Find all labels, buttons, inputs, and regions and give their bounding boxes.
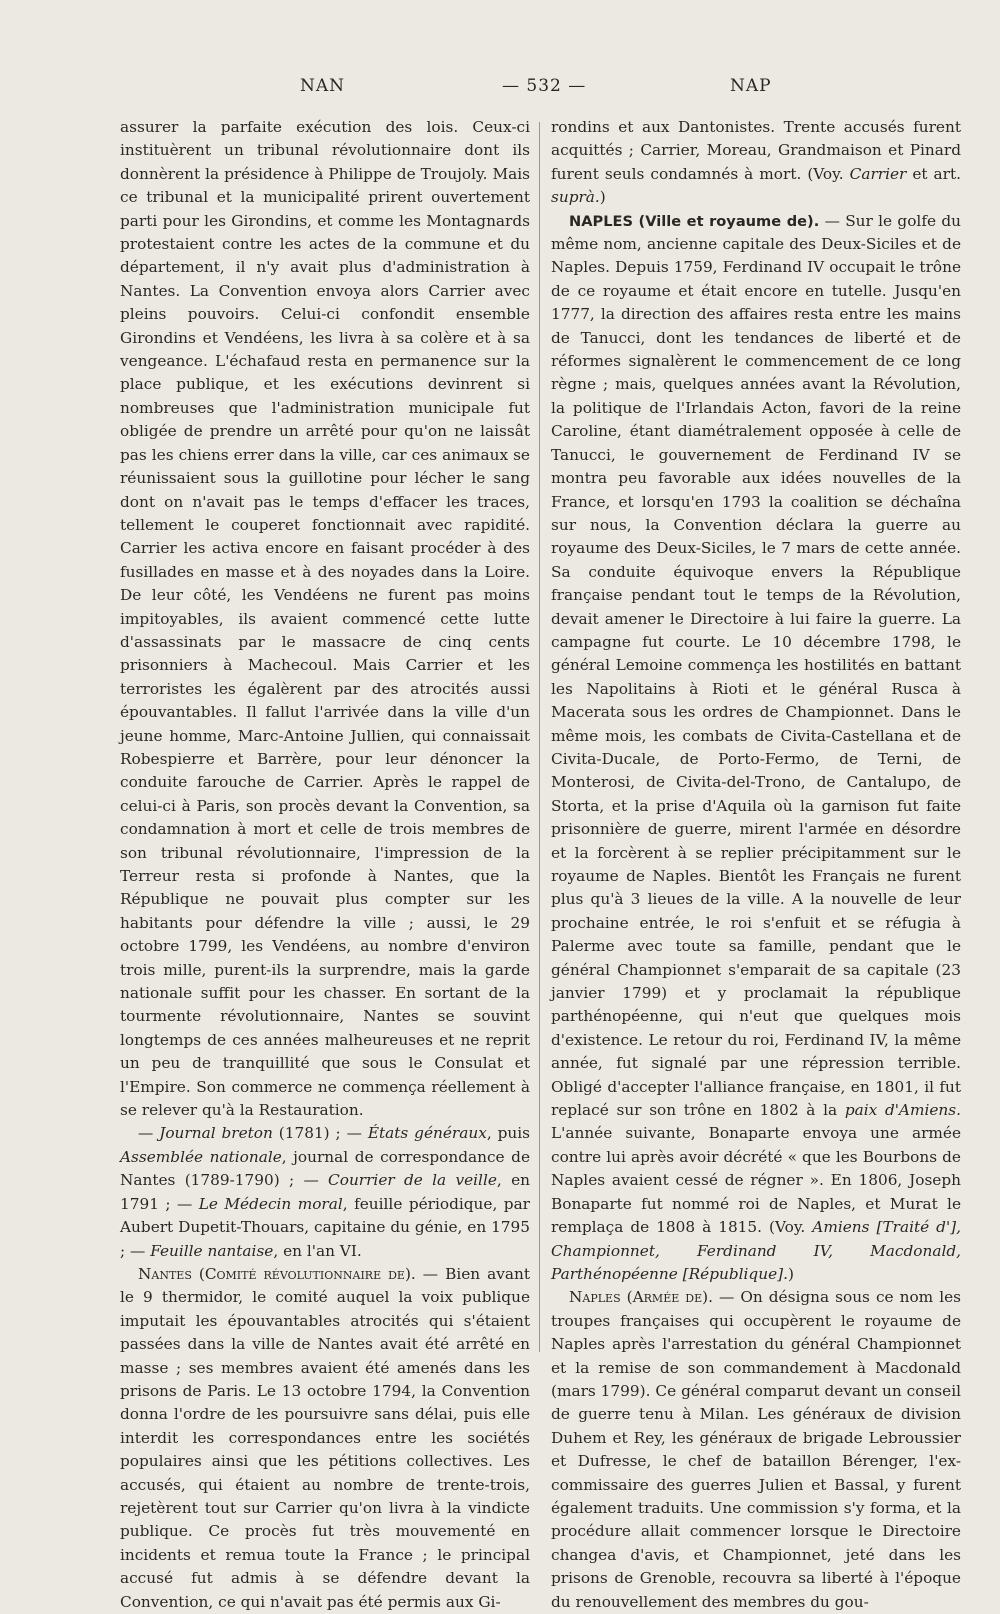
comite-revolutionnaire-entry [120, 1263, 530, 1614]
text-run: rondins et aux Dantonistes. Trente accusés furent acquittés ; Carrier, Moreau, Grandmaison et Pinard furent seuls condamnés à mort. (Voy. [551, 118, 961, 183]
ref-paix-amiens: paix d'Amiens. [844, 1101, 961, 1120]
header-right-word: NAP [730, 76, 772, 96]
right-column [551, 116, 962, 1611]
naples-entry [551, 210, 961, 1287]
text-run: et art. [906, 164, 961, 183]
continued-paragraph [551, 116, 961, 210]
ref-carrier: Carrier [849, 164, 907, 183]
title-medecin-moral: Le Médecin moral [198, 1194, 343, 1213]
text-run: , en l'an VI. [273, 1241, 362, 1260]
page-number: — 532 — [502, 76, 587, 96]
text-run: (1781) ; — [272, 1124, 368, 1143]
running-header [120, 76, 960, 106]
nantes-journals-paragraph [120, 1122, 530, 1262]
text-run: , journal de correspondance de Nantes (1789-1790) ; — [120, 1147, 530, 1190]
text-run: ) [787, 1264, 794, 1283]
title-courrier-de-la-veille: Courrier de la veille [328, 1171, 497, 1190]
left-column [120, 116, 530, 1611]
text-run: , feuille périodique, par Aubert Dupetit-Thouars, capitaine du génie, en 1795 ; — [120, 1194, 530, 1260]
entry-headword: Naples (Armée de). [569, 1288, 713, 1307]
entry-body: — On désigna sous ce nom les troupes françaises qui occupèrent le royaume de Naples après l'arrestation du général Championnet et la remise de son commandement à Macdonald (mars 1799). Ce général comparut devant un conseil de guerre tenu à Milan. Les généraux de division Duhem et Rey, les généraux de brigade Lebroussier et Dufresse, le chef de bataillon Bérenger, l'ex-commissaire des guerres Julien et Bassal, y furent également traduits. Une commission s'y forma, et la procédure allait commencer lorsque le Directoire changea d'avis, et Championnet, jeté dans les prisons de Grenoble, recouvra sa liberté à l'époque du renouvellement des membres du gou- [551, 1288, 961, 1611]
title-assemblee-nationale: Assemblée nationale [120, 1147, 282, 1166]
text-run: ) [599, 188, 606, 207]
naples-armee-entry [551, 1286, 961, 1614]
text-run: — [138, 1124, 160, 1143]
text-run: L'année suivante, Bonaparte envoya une armée contre lui après avoir décrété « que les Bourbons de Naples avaient cessé de régner ». En 1806, Joseph Bonaparte fut nommé roi de Naples, et Murat le remplaça de 1808 à 1815. (Voy. [551, 1124, 961, 1237]
ref-supra: suprà. [551, 188, 600, 207]
cross-references: Amiens [Traité d'], Championnet, Ferdinand IV, Macdonald, Parthénopéenne [République]. [551, 1218, 962, 1283]
title-feuille-nantaise: Feuille nantaise [150, 1241, 274, 1260]
header-left-word: NAN [300, 76, 346, 96]
text-run: , en 1791 ; — [120, 1171, 530, 1213]
column-divider [539, 122, 540, 1352]
entry-headword: Nantes (Comité révolutionnaire de). [138, 1264, 416, 1283]
entry-body: — Sur le golfe du même nom, ancienne capitale des Deux-Siciles et de Naples. Depuis 1759, Ferdinand IV occupait le trône de ce royaume et était encore en tutelle. Jusqu'en 1777, la direction des affaires resta entre les mains de Tanucci, dont les tendances de liberté et de réformes signalèrent le commencement de ce long règne ; mais, quelques années avant la Révolution, la politique de l'Irlandais Acton, favori de la reine Caroline, étant diamétralement opposée à celle de Tanucci, le gouvernement de Ferdinand IV se montra peu favorable aux idées nouvelles de la France, et lorsqu'en 1793 la coalition se déchaîna sur nous, la Convention déclara la guerre au royaume des Deux-Siciles, le 7 mars de cette année. Sa conduite équivoque envers la République française pendant tout le temps de la Révolution, devait amener le Directoire à lui faire la guerre. La campagne fut courte. Le 10 décembre 1798, le général Lemoine commença les hostilités en battant les Napolitains à Rioti et le général Rusca à Macerata sous les ordres de Championnet. Dans le même mois, les combats de Civita-Castellana et de Civita-Ducale, de Porto-Fermo, de Terni, de Monterosi, de Civita-del-Trono, de Cantalupo, de Storta, et la prise d'Aquila où la garnison fut faite prisonnière de guerre, mirent l'armée en désordre et la forcèrent à se replier précipitamment sur le royaume de Naples. Bientôt les Français ne furent plus qu'à 3 lieues de la ville. A la nouvelle de leur prochaine entrée, le roi s'enfuit et se réfugia à Palerme avec toute sa famille, pendant que le général Championnet s'emparait de sa capitale (23 janvier 1799) et y proclamait la république parthénopéenne, qui n'eut que quelques mois d'existence. Le retour du roi, Ferdinand IV, la même année, fut signalé par une répression terrible. Obligé d'accepter l'alliance française, en 1801, il fut replacé sur son trône en 1802 à la [551, 211, 961, 1120]
text-run: , puis [486, 1124, 530, 1143]
nantes-history-paragraph: assurer la parfaite exécution des lois. Ceux-ci instituèrent un tribunal révolutionnaire dont ils donnèrent la présidence à Philippe de Troujoly. Mais ce tribunal et la municipalité prirent ouvertement parti pour les Girondins, et comme les Montagnards protestaient contre les actes de la commune et du département, il n'y avait plus d'administration à Nantes. La Convention envoya alors Carrier avec pleins pouvoirs. Celui-ci confondit ensemble Girondins et Vendéens, les livra à sa colère et à sa vengeance. L'échafaud resta en permanence sur la place publique, et les exécutions devinrent si nombreuses que l'administration municipale fut obligée de prendre un arrêté pour qu'on ne laissât pas les chiens errer dans la ville, car ces animaux se réunissaient sous la guillotine pour lécher le sang dont on n'avait pas le temps d'effacer les traces, tellement le couperet fonctionnait avec rapidité. Carrier les activa encore en faisant procéder à des fusillades en masse et à des noyades dans la Loire. De leur côté, les Vendéens ne furent pas moins impitoyables, ils avaient commencé cette lutte d'assassinats par le massacre de cinq cents prisonniers à Machecoul. Mais Carrier et les terroristes les égalèrent par des atrocités aussi épouvantables. Il fallut l'arrivée dans la ville d'un jeune homme, Marc-Antoine Jullien, qui connaissait Robespierre et Barrère, pour leur dénoncer la conduite farouche de Carrier. Après le rappel de celui-ci à Paris, son procès devant la Convention, sa condamnation à mort et celle de trois membres de son tribunal révolutionnaire, l'impression de la Terreur resta si profonde à Nantes, que la République ne pouvait plus compter sur les habitants pour défendre la ville ; aussi, le 29 octobre 1799, les Vendéens, au nombre d'environ trois mille, purent-ils la surprendre, mais la garde nationale suffit pour les chasser. En sortant de la tourmente révolutionnaire, Nantes se souvint longtemps de ces années malheureuses et ne reprit un peu de tranquillité que sous le Consulat et l'Empire. Son commerce ne commença réellement à se relever qu'à la Restauration. [120, 118, 530, 1120]
entry-headword: NAPLES (Ville et royaume de). [569, 212, 820, 230]
title-journal-breton: Journal breton [159, 1124, 273, 1143]
title-etats-generaux: États généraux [367, 1124, 487, 1143]
entry-body: — Bien avant le 9 thermidor, le comité auquel la voix publique imputait les épouvantables atrocités qui s'étaient passées dans la ville de Nantes avait été arrêté en masse ; ses membres avaient été amenés dans les prisons de Paris. Le 13 octobre 1794, la Convention donna l'ordre de les poursuivre sans délai, puis elle interdit les correspondances entre les sociétés populaires ainsi que les pétitions collectives. Les accusés, qui étaient au nombre de trente-trois, rejetèrent tout sur Carrier qu'on livra à la vindicte publique. Ce procès fut très mouvementé en incidents et remua toute la France ; le principal accusé fut admis à se défendre devant la Convention, ce qui n'avait pas été permis aux Gi- [120, 1264, 530, 1611]
